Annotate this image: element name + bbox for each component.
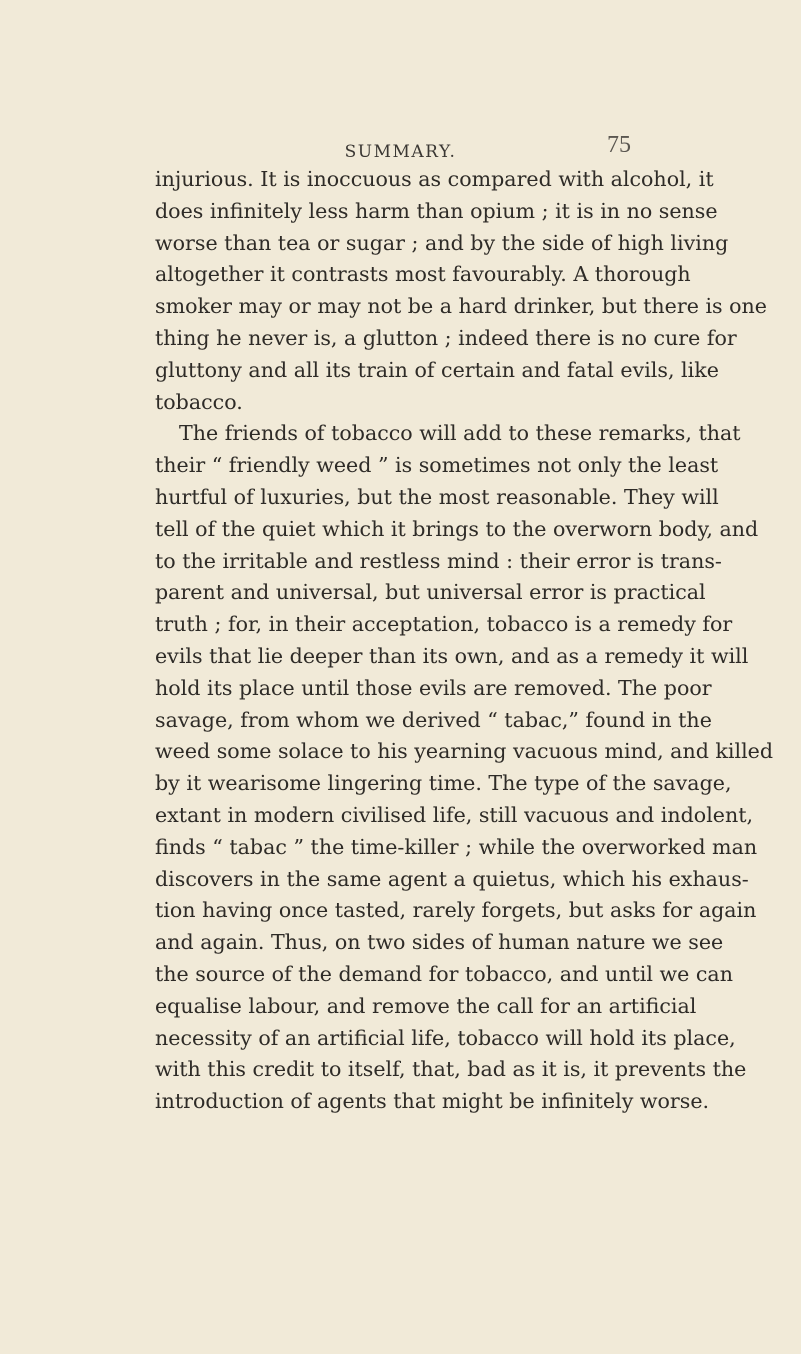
text-line: finds “ tabac ” the time-killer ; while the overworked man: [155, 834, 758, 859]
text-line: injurious. It is inoccuous as compared with alcohol, it: [155, 167, 714, 191]
text-line: The friends of tobacco will add to these remarks, that: [179, 421, 741, 446]
text-line: their “ friendly weed ” is sometimes not only the least: [155, 453, 719, 478]
text-line: necessity of an artificial life, tobacco will hold its place,: [155, 1025, 736, 1050]
text-line: thing he never is, a glutton ; indeed there is no cure for: [155, 325, 737, 350]
text-line: parent and universal, but universal error is practical: [155, 580, 706, 605]
text-line: tion having once tasted, rarely forgets, but asks for again: [155, 898, 757, 923]
text-line: does infinitely less harm than opium ; it is in no sense: [155, 198, 718, 223]
text-line: introduction of agents that might be infinitely worse.: [155, 1089, 710, 1114]
text-line: and again. Thus, on two sides of human nature we see: [155, 930, 724, 955]
running-head: SUMMARY.: [344, 142, 457, 162]
text-line: the source of the demand for tobacco, and until we can: [155, 961, 733, 986]
text-line: by it wearisome lingering time. The type of the savage,: [155, 771, 732, 796]
text-line: altogether it contrasts most favourably. A thorough: [155, 262, 691, 287]
text-line: tobacco.: [155, 389, 243, 414]
text-line: weed some solace to his yearning vacuous mind, and killed: [155, 739, 774, 764]
page-number: 75: [607, 132, 631, 158]
text-line: smoker may or may not be a hard drinker, but there is one: [155, 294, 767, 319]
text-line: equalise labour, and remove the call for an artificial: [155, 993, 697, 1018]
text-line: savage, from whom we derived “ tabac,” found in the: [155, 707, 712, 732]
text-line: truth ; for, in their acceptation, tobacco is a remedy for: [155, 612, 733, 637]
text-line: with this credit to itself, that, bad as it is, it prevents the: [155, 1057, 747, 1082]
text-line: gluttony and all its train of certain and fatal evils, like: [155, 357, 719, 382]
text-line: hurtful of luxuries, but the most reasonable. They will: [155, 484, 719, 509]
text-line: tell of the quiet which it brings to the overworn body, and: [155, 516, 759, 541]
text-line: evils that lie deeper than its own, and as a remedy it will: [155, 643, 749, 668]
text-line: discovers in the same agent a quietus, which his exhaus-: [155, 866, 749, 891]
text-line: to the irritable and restless mind : their error is trans-: [155, 548, 722, 573]
text-line: hold its place until those evils are removed. The poor: [155, 675, 712, 700]
text-line: worse than tea or sugar ; and by the side of high living: [155, 230, 729, 255]
text-line: extant in modern civilised life, still vacuous and indolent,: [155, 802, 754, 827]
body-text: [155, 164, 774, 1118]
